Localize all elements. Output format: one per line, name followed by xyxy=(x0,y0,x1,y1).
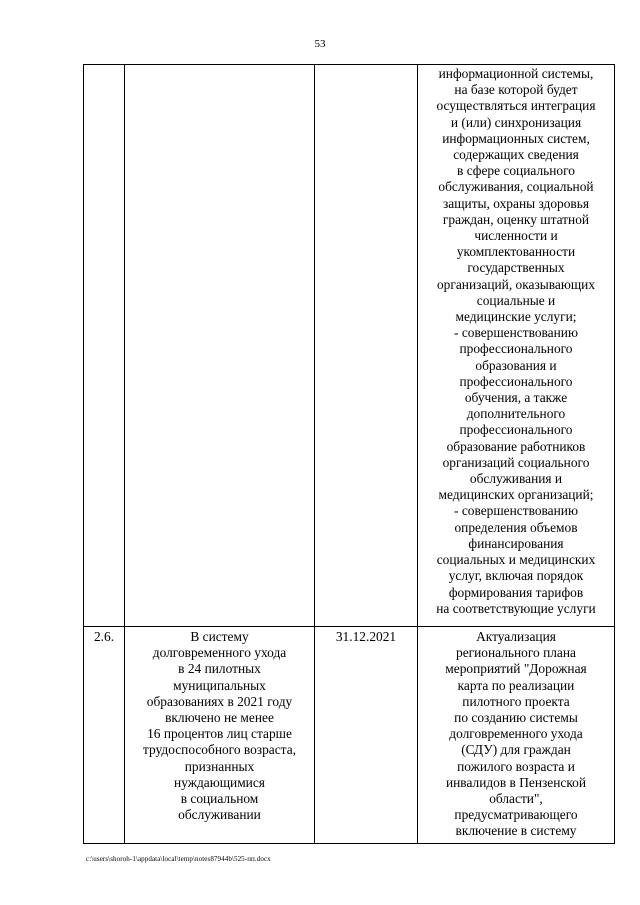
text-line: профессионального xyxy=(459,422,573,438)
row-divider xyxy=(83,626,615,627)
text-line: медицинские услуги; xyxy=(455,309,577,325)
text-line: - совершенствованию xyxy=(454,325,578,341)
text-line: трудоспособного возраста, xyxy=(143,742,296,758)
text-line: организаций, оказывающих xyxy=(436,276,596,292)
column-divider xyxy=(314,64,315,844)
text-line: определения объемов xyxy=(454,519,578,535)
text-line: включено не менее xyxy=(165,710,274,726)
text-line: медицинских организаций; xyxy=(438,487,594,503)
text-line: численности и xyxy=(474,228,558,244)
text-line: области", xyxy=(489,791,543,807)
text-line: дополнительного xyxy=(466,406,566,422)
text-line: предусматривающего xyxy=(454,807,578,823)
text-line: социальных и медицинских xyxy=(436,552,596,568)
table-bottom-border xyxy=(83,843,615,844)
document-table xyxy=(83,64,615,844)
text-line: Актуализация xyxy=(476,629,556,644)
page-number: 53 xyxy=(314,38,326,50)
text-line: государственных xyxy=(467,260,565,276)
text-line: образованиях в 2021 году xyxy=(146,693,293,709)
text-line: обслуживании xyxy=(178,807,261,823)
text-line: социальные и xyxy=(476,292,556,308)
text-line: пилотного проекта xyxy=(462,693,570,709)
text-line: (СДУ) для граждан xyxy=(461,742,571,758)
text-line: в 24 пилотных xyxy=(178,661,261,677)
text-line: пожилого возраста и xyxy=(457,758,575,774)
text-line: защиты, охраны здоровья xyxy=(443,195,589,211)
deadline-date: 31.12.2021 xyxy=(335,629,397,644)
text-line: на соответствующие услуги xyxy=(436,600,596,616)
table-left-border xyxy=(83,64,84,844)
text-line: формирования тарифов xyxy=(448,584,584,600)
text-line: граждан, оценку штатной xyxy=(442,211,590,227)
text-line: по созданию системы xyxy=(454,710,578,726)
text-line: долговременного ухода xyxy=(152,645,287,661)
text-line: образования и xyxy=(475,357,557,373)
text-line: мероприятий "Дорожная xyxy=(445,661,587,677)
text-line: обучения, а также xyxy=(464,390,568,406)
text-line: признанных xyxy=(184,758,255,774)
table-right-border xyxy=(614,64,615,844)
text-line: информационной системы, xyxy=(438,66,594,81)
text-line: муниципальных xyxy=(173,677,266,693)
previous-row-result-cell xyxy=(418,66,614,617)
text-line: 16 процентов лиц старше xyxy=(147,726,292,742)
text-line: на базе которой будет xyxy=(454,82,578,98)
text-line: в социальном xyxy=(180,791,259,807)
row-number-cell xyxy=(84,629,124,645)
text-line: В систему xyxy=(190,629,249,644)
text-line: нуждающимися xyxy=(174,774,265,790)
text-line: обслуживания, социальной xyxy=(438,179,594,195)
result-cell xyxy=(418,629,614,840)
text-line: организаций социального xyxy=(442,454,590,470)
text-line: включение в систему xyxy=(455,823,577,839)
text-line: профессионального xyxy=(459,341,573,357)
text-line: карта по реализации xyxy=(457,677,575,693)
text-line: регионального плана xyxy=(456,645,576,661)
row-number: 2.6. xyxy=(93,629,115,644)
text-line: обслуживания и xyxy=(469,471,563,487)
text-line: профессионального xyxy=(459,373,573,389)
text-line: услуг, включая порядок xyxy=(448,568,584,584)
text-line: укомплектованности xyxy=(456,244,576,260)
file-path-footer: c:\users\shoroh-1\appdata\local\temp\notes87944b\525-пп.docx xyxy=(86,855,271,863)
text-line: инвалидов в Пензенской xyxy=(445,774,587,790)
text-line: содержащих сведения xyxy=(453,147,579,163)
text-line: информационных систем, xyxy=(442,130,590,146)
text-line: - совершенствованию xyxy=(454,503,578,519)
text-line: в сфере социального xyxy=(457,163,575,179)
text-line: осуществляться интеграция xyxy=(436,98,596,114)
text-line: финансирования xyxy=(468,535,564,551)
text-line: долговременного ухода xyxy=(449,726,583,742)
indicator-description-cell xyxy=(125,629,314,823)
deadline-cell xyxy=(315,629,417,645)
text-line: и (или) синхронизация xyxy=(450,114,582,130)
table-top-border xyxy=(83,64,615,65)
text-line: образование работников xyxy=(446,438,586,454)
